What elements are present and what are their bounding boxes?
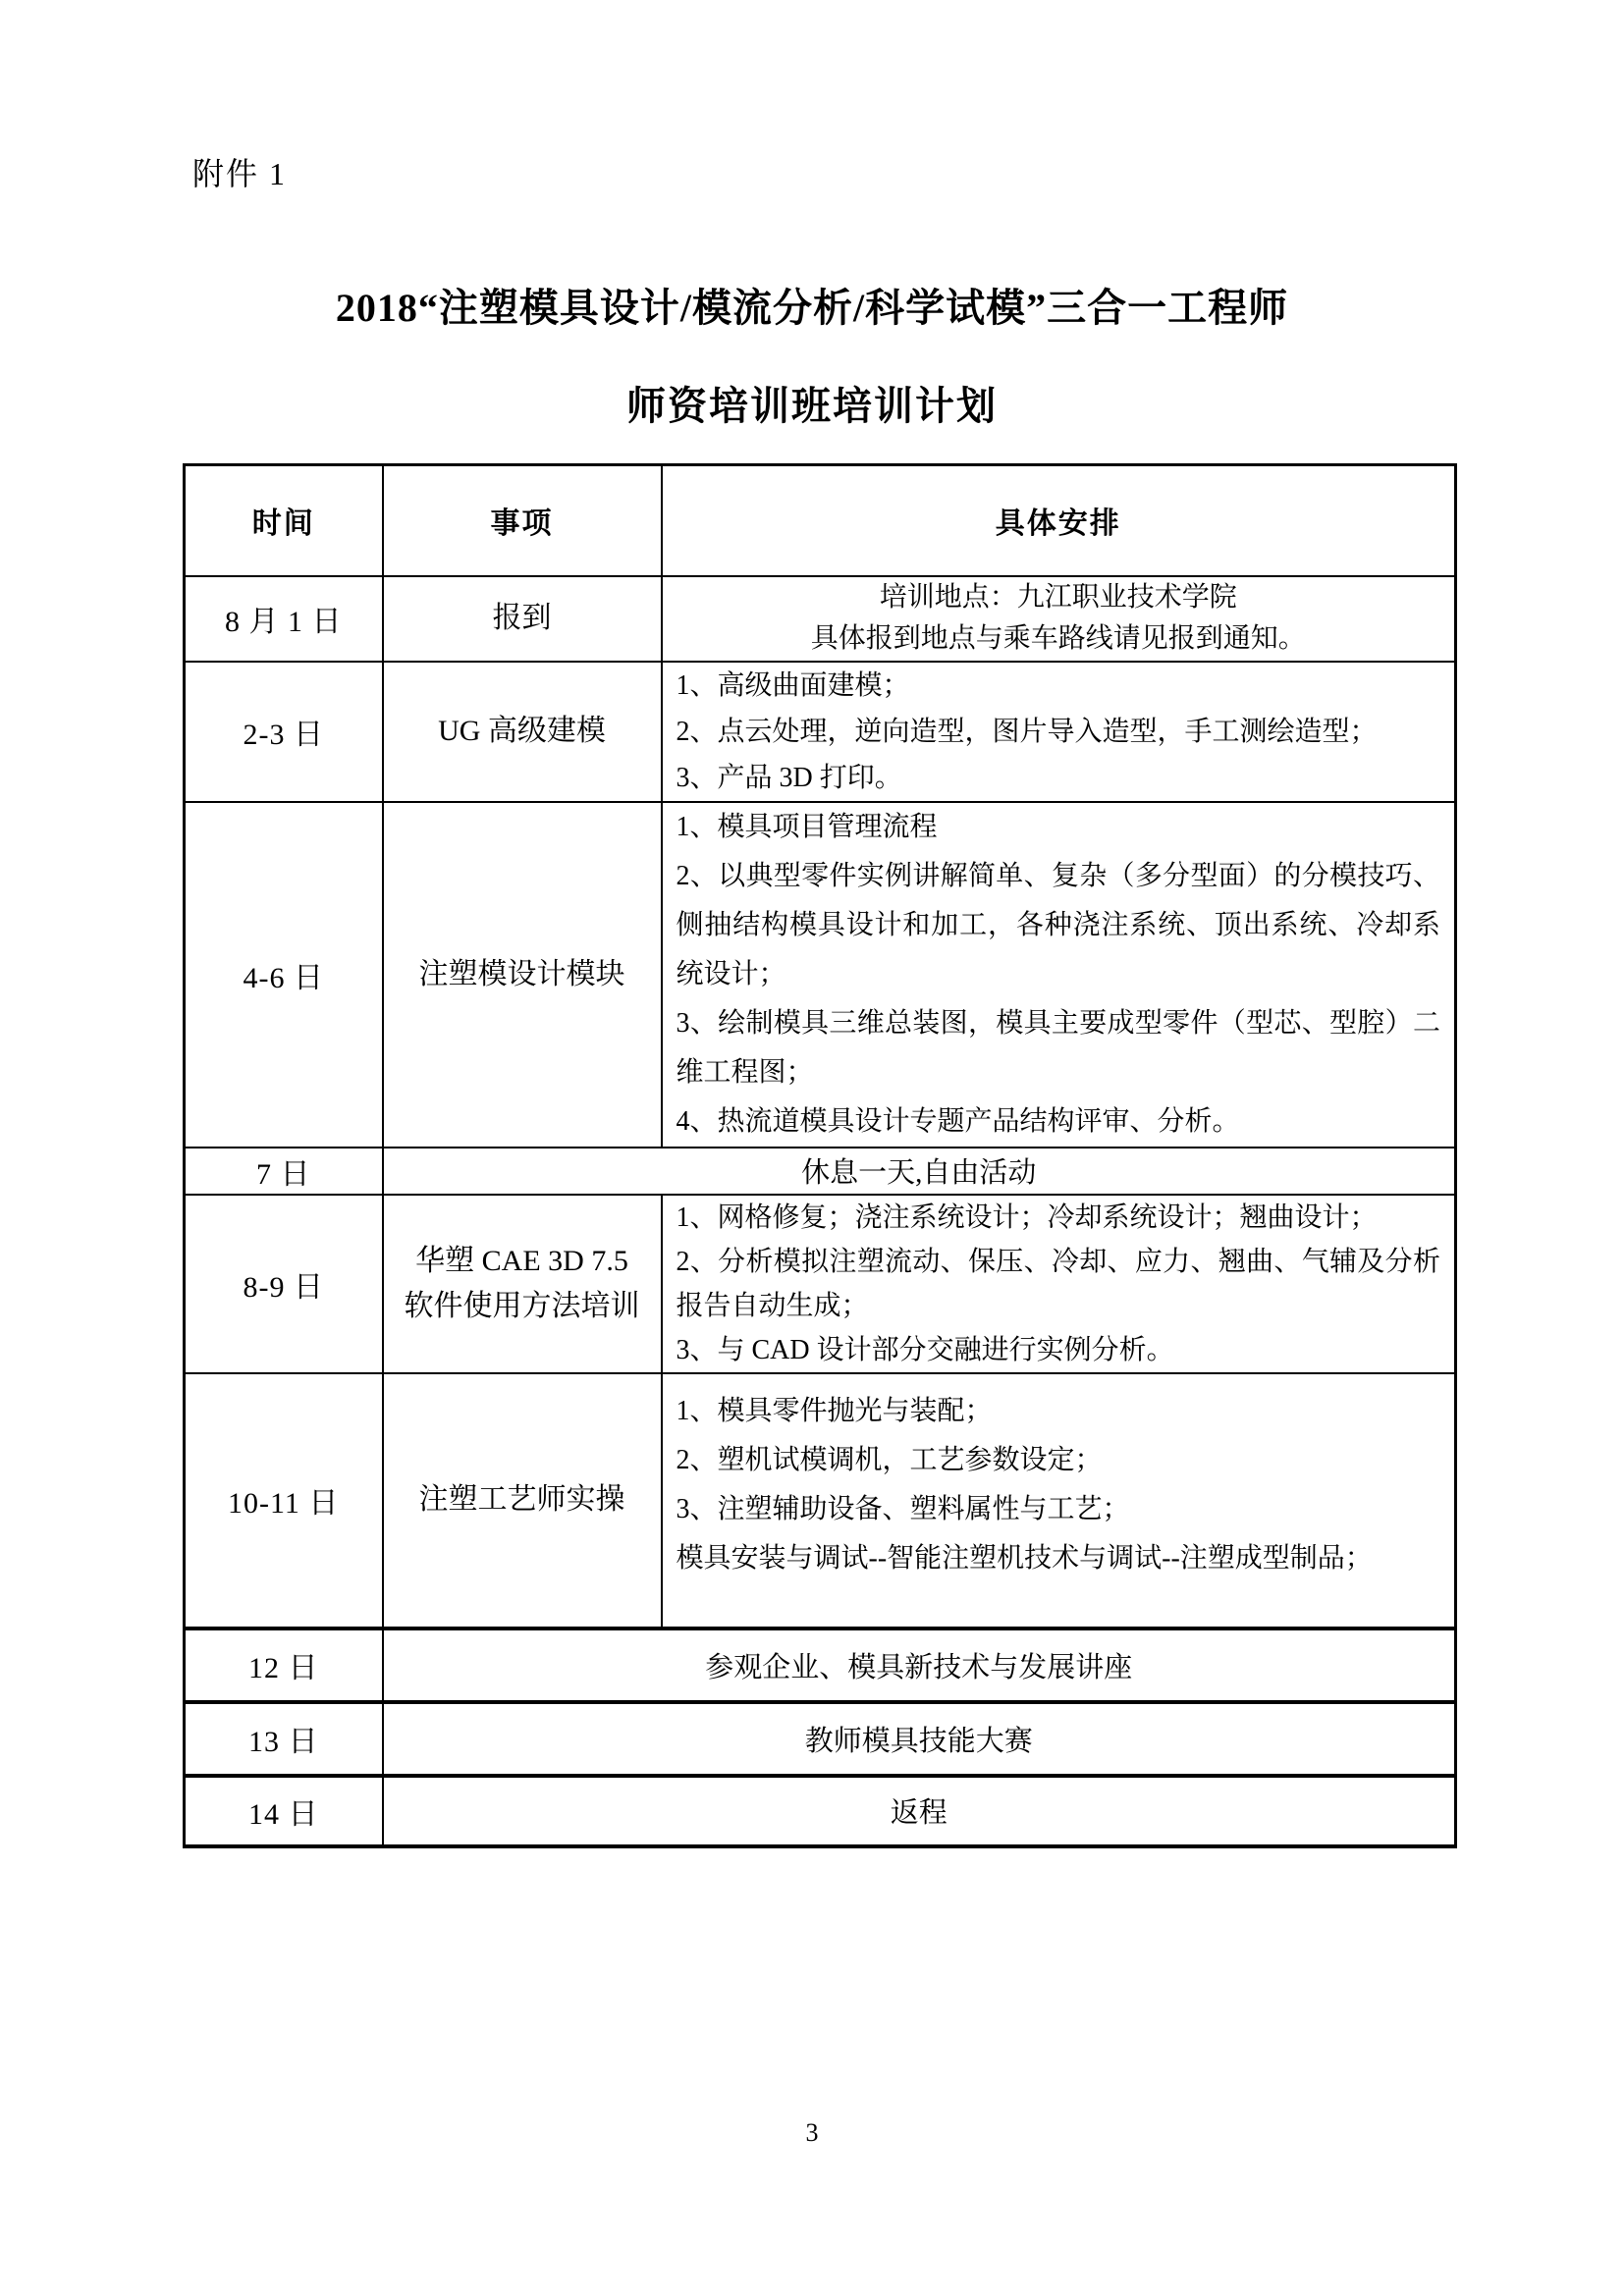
detail-line: 3、绘制模具三维总装图，模具主要成型零件（型芯、型腔）二维工程图；	[676, 1007, 1440, 1088]
detail-line: 2、点云处理，逆向造型，图片导入造型，手工测绘造型；	[676, 716, 1378, 747]
item-cell: 注塑模设计模块	[383, 802, 662, 1148]
table-row	[185, 662, 1456, 802]
header-time: 时间	[185, 465, 383, 576]
detail-line: 3、产品 3D 打印。	[676, 762, 902, 793]
time-cell: 7 日	[185, 1148, 383, 1195]
detail-line: 2、塑机试模调机，工艺参数设定；	[676, 1445, 1103, 1475]
document-title-line2: 师资培训班培训计划	[626, 384, 998, 428]
training-schedule-table	[183, 463, 1457, 1848]
time-cell: 10-11 日	[185, 1373, 383, 1629]
detail-line: 具体报到地点与乘车路线请见报到通知。	[810, 623, 1306, 654]
item-cell: 报到	[383, 576, 662, 662]
details-cell	[662, 1195, 1456, 1373]
detail-line: 1、模具项目管理流程	[676, 811, 938, 842]
detail-line: 1、网格修复；浇注系统设计；冷却系统设计；翘曲设计；	[676, 1201, 1378, 1233]
table-row	[185, 802, 1456, 1148]
details-cell	[662, 662, 1456, 802]
table-row	[185, 1702, 1456, 1776]
time-cell: 13 日	[185, 1702, 383, 1776]
table-row	[185, 1776, 1456, 1846]
time-cell: 14 日	[185, 1776, 383, 1846]
detail-line: 1、高级曲面建模；	[676, 669, 910, 701]
table-row	[185, 1629, 1456, 1702]
time-cell: 8 月 1 日	[185, 576, 383, 662]
details-cell	[662, 1373, 1456, 1629]
time-cell: 4-6 日	[185, 802, 383, 1148]
document-title-line1: 2018“注塑模具设计/模流分析/科学试模”三合一工程师	[335, 286, 1289, 330]
detail-line: 2、分析模拟注塑流动、保压、冷却、应力、翘曲、气辅及分析报告自动生成；	[676, 1246, 1440, 1321]
details-cell	[662, 576, 1456, 662]
time-cell: 8-9 日	[185, 1195, 383, 1373]
detail-line: 3、注塑辅助设备、塑料属性与工艺；	[676, 1494, 1130, 1524]
merged-cell: 返程	[383, 1776, 1456, 1846]
detail-line: 培训地点：九江职业技术学院	[879, 582, 1237, 613]
detail-line: 1、模具零件抛光与装配；	[676, 1396, 993, 1426]
time-cell: 2-3 日	[185, 662, 383, 802]
table-row	[185, 1148, 1456, 1195]
table-row	[185, 1373, 1456, 1629]
merged-cell: 教师模具技能大赛	[383, 1702, 1456, 1776]
detail-line: 2、以典型零件实例讲解简单、复杂（多分型面）的分模技巧、侧抽结构模具设计和加工，各种浇注系统、顶出系统、冷却系统设计；	[676, 860, 1440, 989]
detail-line: 3、与 CAD 设计部分交融进行实例分析。	[676, 1334, 1174, 1365]
table-row	[185, 1195, 1456, 1373]
item-cell: UG 高级建模	[383, 662, 662, 802]
table-header-row	[185, 465, 1456, 576]
page-number: 3	[805, 2118, 819, 2147]
time-cell: 12 日	[185, 1629, 383, 1702]
merged-cell: 休息一天,自由活动	[383, 1148, 1456, 1195]
attachment-label: 附件 1	[192, 156, 288, 191]
header-arrangement: 具体安排	[662, 465, 1456, 576]
merged-cell: 参观企业、模具新技术与发展讲座	[383, 1629, 1456, 1702]
item-cell: 注塑工艺师实操	[383, 1373, 662, 1629]
table-row	[185, 576, 1456, 662]
header-item: 事项	[383, 465, 662, 576]
detail-line: 模具安装与调试--智能注塑机技术与调试--注塑成型制品；	[676, 1543, 1373, 1574]
details-cell	[662, 802, 1456, 1148]
detail-line: 4、热流道模具设计专题产品结构评审、分析。	[676, 1105, 1240, 1137]
item-cell: 华塑 CAE 3D 7.5 软件使用方法培训	[383, 1195, 662, 1373]
